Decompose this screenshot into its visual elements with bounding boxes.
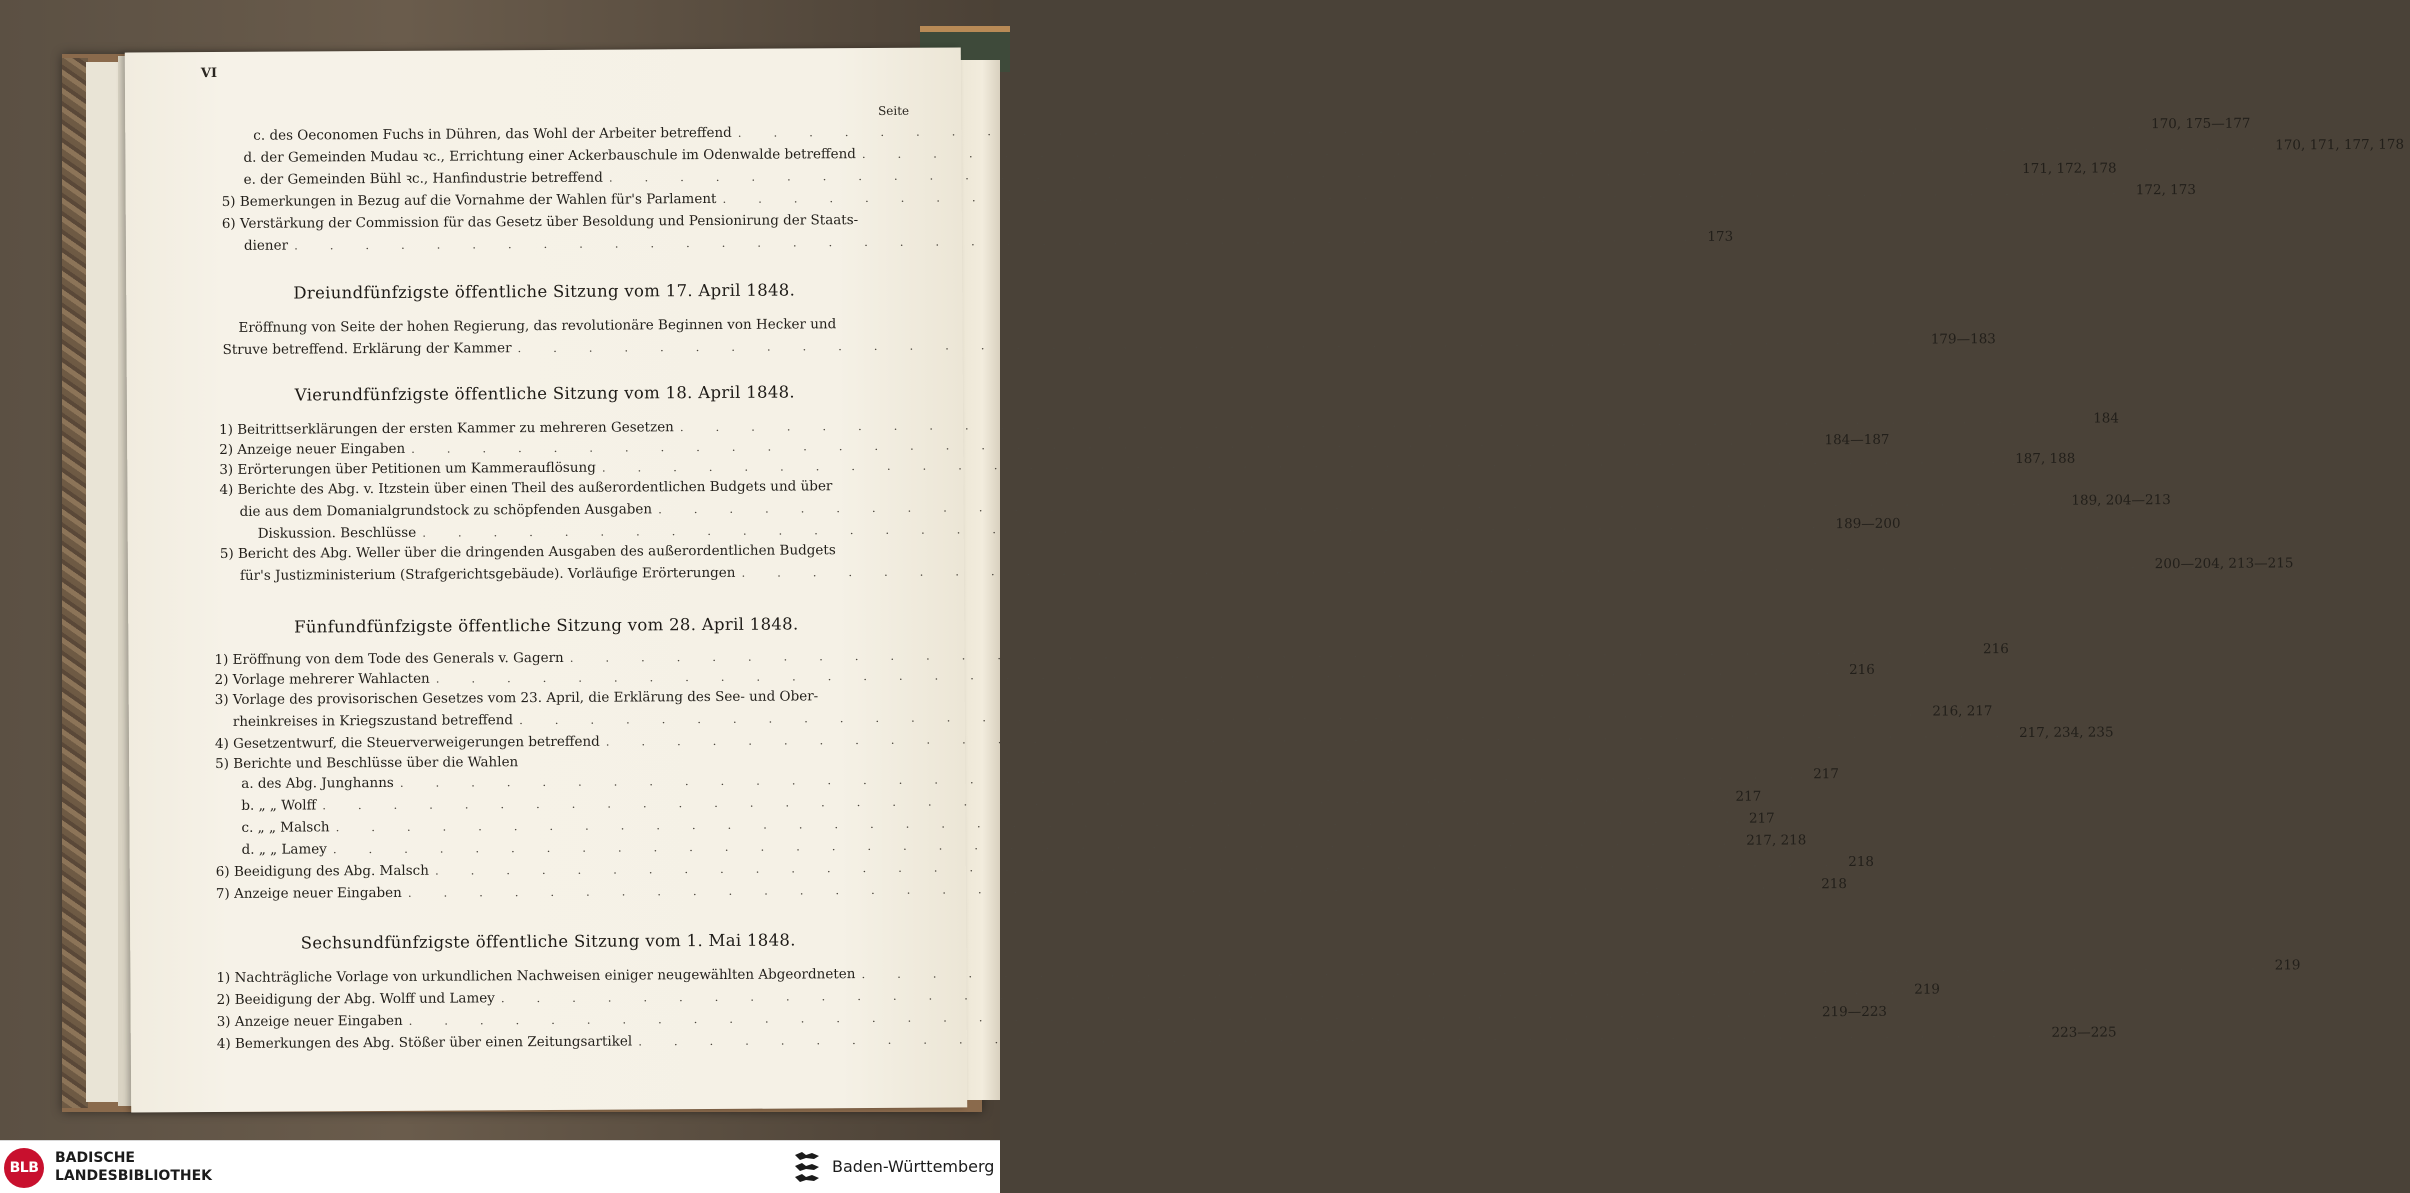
leader-dots: . . . . . . . . . . . . . . . . . . . . . . . . . . . . . . . . . . . . . . . . [399, 767, 1808, 790]
toc-entry-pages: 184 [2093, 410, 2119, 427]
toc-entry-pages: 219 [2274, 957, 2301, 974]
marbled-cover [62, 58, 88, 1108]
blb-logo[interactable]: BLB [4, 1148, 44, 1188]
toc-entry-label: b. „ „ Wolff [241, 797, 317, 814]
toc-entry-pages: 171, 172, 178 [2022, 160, 2117, 177]
toc-entry-label: Diskussion. Beschlüsse [257, 524, 417, 542]
toc-entry-label: d. „ „ Lamey [241, 841, 327, 858]
toc-entry [241, 788, 1762, 814]
toc-entry [253, 115, 2251, 144]
toc-entry [257, 515, 1901, 542]
toc-entry-label: 1) Eröffnung von dem Tode des Generals v. Gagern [214, 649, 564, 669]
leader-dots: . . . . . . . . . . . . . . . . . . . . . . . . . . . . . . . . . . . . . . . . [658, 493, 2066, 517]
leader-dots: . . . . . . . . . . . . . . . . . . . . . . . . . . . . . . . . . . . . . . . . [332, 833, 1741, 857]
state-name[interactable]: Baden-Württemberg [832, 1157, 995, 1176]
toc-entry [215, 752, 913, 772]
toc-entry-label: 1) Nachträgliche Vorlage von urkundlichen Nachweisen einiger neugewählten Abgeordneten [216, 966, 856, 987]
toc-entry-pages: 184—187 [1824, 431, 1890, 449]
leader-dots: . . . . . . . . . . . . . . . . . . . . . . . . . . . . . . . . . . . . . . . . [519, 704, 1927, 728]
leader-dots: . . . . . . . . . . . . . . . . . . . . . . . . . . . . . . . . . . . . . . . . [322, 789, 1730, 813]
toc-entry-pages: 219—223 [1821, 1003, 1888, 1021]
toc-entry-label: 5) Bemerkungen in Bezug auf die Vornahme der Wahlen für's Parlament [221, 190, 717, 210]
leader-dots: . . . . . . . . . . . . . . . . . . . . . . . . . . . . . . . . . . . . . . . . [722, 183, 2130, 206]
leader-dots: . . . . . . . . . . . . . . . . . . . . . . . . . . . . . . . . . . . . . . . . [411, 433, 1819, 456]
leader-dots: . . . . . . . . . . . . . . . . . . . . . . . . . . . . . . . . . . . . . . . . [335, 811, 1743, 835]
toc-entry-pages: 216 [1982, 641, 2009, 658]
toc-entry [214, 724, 2114, 753]
leader-dots: . . . . . . . . . . . . . . . . . . . . . . . . . . . . . . . . . . . . . . . . [407, 877, 1816, 900]
toc-entry-pages: 218 [1821, 876, 1847, 893]
toc-entry [241, 832, 1807, 858]
toc-entry-pages: 200—204, 213—215 [2154, 555, 2294, 573]
leader-dots: . . . . . . . . . . . . . . . . . . . . . . . . . . . . . . . . . . . . . . . . [408, 1005, 1816, 1028]
session53-text: Eröffnung von Seite der hohen Regierung, das revolutionäre Beginnen von Hecker und [238, 316, 837, 336]
toc-entry [219, 431, 1890, 458]
toc-entry-label: 4) Gesetzentwurf, die Steuerverweigerungen betreffend [214, 733, 600, 753]
toc-entry-label: 4) Bemerkungen des Abg. Stößer über einen Zeitungsartikel [216, 1033, 633, 1053]
toc-entry-pages: 170, 175—177 [2151, 115, 2251, 133]
library-name-line1: BADISCHE [55, 1150, 135, 1166]
toc-entry [222, 331, 1996, 358]
toc-entry [221, 181, 2196, 210]
leader-dots: . . . . . . . . . . . . . . . . . . . . . . . . . . . . . . . . . . . . . . . . [861, 138, 2270, 162]
toc-entry [239, 555, 2294, 584]
toc-entry-label: 3) Anzeige neuer Eingaben [216, 1012, 403, 1031]
toc-content [125, 47, 2405, 1112]
toc-entry-label: d. der Gemeinden Mudau ꝛc., Errichtung einer Ackerbauschule im Odenwalde betreffend [243, 146, 856, 166]
toc-entry [216, 981, 1941, 1009]
leader-dots: . . . . . . . . . . . . . . . . . . . . . . . . . . . . . . . . . . . . . . . . [679, 411, 2088, 435]
toc-entry [219, 478, 911, 498]
leader-dots: . . . . . . . . . . . . . . . . . . . . . . . . . . . . . . . . . . . . . . . . [601, 452, 2010, 475]
toc-entry [214, 641, 2009, 669]
toc-entry [215, 853, 1875, 881]
toc-entry [215, 876, 1847, 903]
toc-entry-pages: 179—183 [1930, 331, 1996, 348]
toc-entry-pages: 187, 188 [2015, 450, 2076, 468]
toc-entry [216, 1024, 2117, 1053]
toc-entry-label: rheinkreises in Kriegszustand betreffend [232, 712, 514, 730]
leader-dots: . . . . . . . . . . . . . . . . . . . . . . . . . . . . . . . . . . . . . . . . [605, 726, 2014, 749]
toc-entry-label: 5) Bericht des Abg. Weller über die dringenden Ausgaben des außerordentlichen Budgets [219, 542, 836, 562]
toc-entry-pages: 172, 173 [2135, 181, 2196, 199]
toc-entry-label: 3) Erörterungen über Petitionen um Kammerauflösung [219, 459, 596, 478]
toc-entry-pages: 189, 204—213 [2071, 492, 2171, 509]
leader-dots: . . . . . . . . . . . . . . . . . . . . . . . . . . . . . . . . . . . . . . . . [741, 557, 2149, 580]
toc-entry-pages: 173 [1707, 228, 1734, 245]
document-page [125, 47, 2405, 1112]
toc-entry [243, 136, 2405, 166]
toc-entry-pages: 217 [1813, 766, 1839, 783]
leader-dots: . . . . . . . . . . . . . . . . . . . . . . . . . . . . . . . . . . . . . . . . [517, 332, 1925, 356]
toc-entry [219, 410, 2119, 438]
library-name[interactable] [55, 1149, 212, 1185]
toc-entry-label: 6) Verstärkung der Commission für das Gesetz über Besoldung und Pensionirung der Staats- [221, 212, 859, 232]
toc-entry [215, 688, 913, 708]
toc-entry-pages: 217 [1748, 810, 1775, 827]
toc-entry [222, 212, 910, 232]
toc-entry-pages: 218 [1848, 853, 1875, 871]
leader-dots: . . . . . . . . . . . . . . . . . . . . . . . . . . . . . . . . . . . . . . . . [569, 642, 1978, 665]
toc-entry [219, 450, 2076, 478]
toc-entry-label: 3) Vorlage des provisorischen Gesetzes vom 23. April, die Erklärung des See- und Ober- [214, 688, 819, 709]
toc-entry-label: 2) Anzeige neuer Eingaben [219, 440, 406, 458]
leader-dots: . . . . . . . . . . . . . . . . . . . . . . . . . . . . . . . . . . . . . . . . [294, 229, 1702, 253]
leader-dots: . . . . . . . . . . . . . . . . . . . . . . . . . . . . . . . . . . . . . . . . [434, 855, 1843, 878]
toc-entry-pages: 217 [1735, 788, 1762, 805]
session-heading: Sechsundfünfzigste öffentliche Sitzung vom 1. Mai 1848. [300, 930, 796, 953]
page-number: VI [200, 65, 218, 82]
toc-entry-label: 4) Berichte des Abg. v. Itzstein über einen Theil des außerordentlichen Budgets und über [219, 478, 833, 498]
leader-dots: . . . . . . . . . . . . . . . . . . . . . . . . . . . . . . . . . . . . . . . . [638, 1025, 2046, 1049]
toc-entry-pages: 217, 218 [1746, 832, 1807, 849]
library-name-line2: LANDESBIBLIOTHEK [55, 1168, 213, 1184]
toc-entry-label: 1) Beitrittserklärungen der ersten Kammer zu mehreren Gesetzen [219, 419, 674, 438]
session-heading: Vierundfünfzigste öffentliche Sitzung vom 18. April 1848. [294, 382, 796, 405]
toc-entry-pages: 216 [1848, 661, 1875, 679]
toc-entry-label: 2) Vorlage mehrerer Wahlacten [214, 670, 430, 689]
toc-entry [220, 542, 912, 562]
toc-entry-label: 7) Anzeige neuer Eingaben [215, 884, 402, 903]
leader-dots: . . . . . . . . . . . . . . . . . . . . . . . . . . . . . . . . . . . . . . . . [500, 982, 1909, 1006]
toc-entry-label: 5) Berichte und Beschlüsse über die Wahlen [215, 754, 519, 773]
toc-entry-pages: 170, 171, 177, 178 [2275, 136, 2405, 154]
toc-entry-label: a. des Abg. Junghanns [241, 774, 394, 792]
toc-entry-label: für's Justizministerium (Strafgerichtsgebäude). Vorläufige Erörterungen [239, 564, 736, 584]
leader-dots: . . . . . . . . . . . . . . . . . . . . . . . . . . . . . . . . . . . . . . . . [737, 117, 2146, 140]
toc-entry-label: 6) Beeidigung des Abg. Malsch [215, 862, 429, 881]
toc-entry-label: c. „ „ Malsch [241, 819, 330, 836]
footer-bar [0, 1140, 1000, 1193]
toc-entry-pages: 223—225 [2051, 1024, 2117, 1041]
session-heading: Fünfundfünfzigste öffentliche Sitzung vom 28. April 1848. [294, 614, 799, 637]
toc-entry [243, 228, 1734, 254]
leader-dots: . . . . . . . . . . . . . . . . . . . . . . . . . . . . . . . . . . . . . . . . [422, 517, 1830, 540]
leader-dots: . . . . . . . . . . . . . . . . . . . . . . . . . . . . . . . . . . . . . . . . [861, 958, 2269, 982]
baden-wuerttemberg-lions-icon[interactable] [792, 1149, 824, 1185]
toc-entry [241, 766, 1839, 792]
toc-entry-label: c. des Oeconomen Fuchs in Dühren, das Wohl der Arbeiter betreffend [253, 124, 732, 144]
leader-dots: . . . . . . . . . . . . . . . . . . . . . . . . . . . . . . . . . . . . . . . . [608, 162, 2017, 185]
toc-entry-label: diener [243, 237, 289, 254]
toc-entry [216, 1003, 1888, 1031]
toc-entry-pages: 189—200 [1835, 515, 1901, 533]
toc-entry [214, 661, 1875, 689]
leader-dots: . . . . . . . . . . . . . . . . . . . . . . . . . . . . . . . . . . . . . . . . [435, 663, 1844, 686]
toc-entry-pages: 219 [1914, 981, 1941, 998]
toc-entry [243, 160, 2117, 188]
session-heading: Dreiundfünfzigste öffentliche Sitzung vom 17. April 1848. [293, 280, 796, 303]
toc-entry [239, 492, 2171, 520]
toc-entry-pages: 217, 234, 235 [2019, 724, 2114, 742]
toc-entry-label: Struve betreffend. Erklärung der Kammer [222, 340, 512, 358]
seite-column-header: Seite [878, 103, 910, 118]
toc-entry-label: die aus dem Domanialgrundstock zu schöpfenden Ausgaben [239, 501, 653, 520]
toc-entry [241, 810, 1775, 836]
toc-entry [216, 957, 2301, 987]
toc-entry-label: e. der Gemeinden Bühl ꝛc., Hanfindustrie betreffend [243, 169, 603, 188]
toc-entry-pages: 216, 217 [1932, 703, 1993, 720]
toc-entry [232, 703, 1993, 730]
toc-entry-label: 2) Beeidigung der Abg. Wolff und Lamey [216, 990, 495, 1009]
